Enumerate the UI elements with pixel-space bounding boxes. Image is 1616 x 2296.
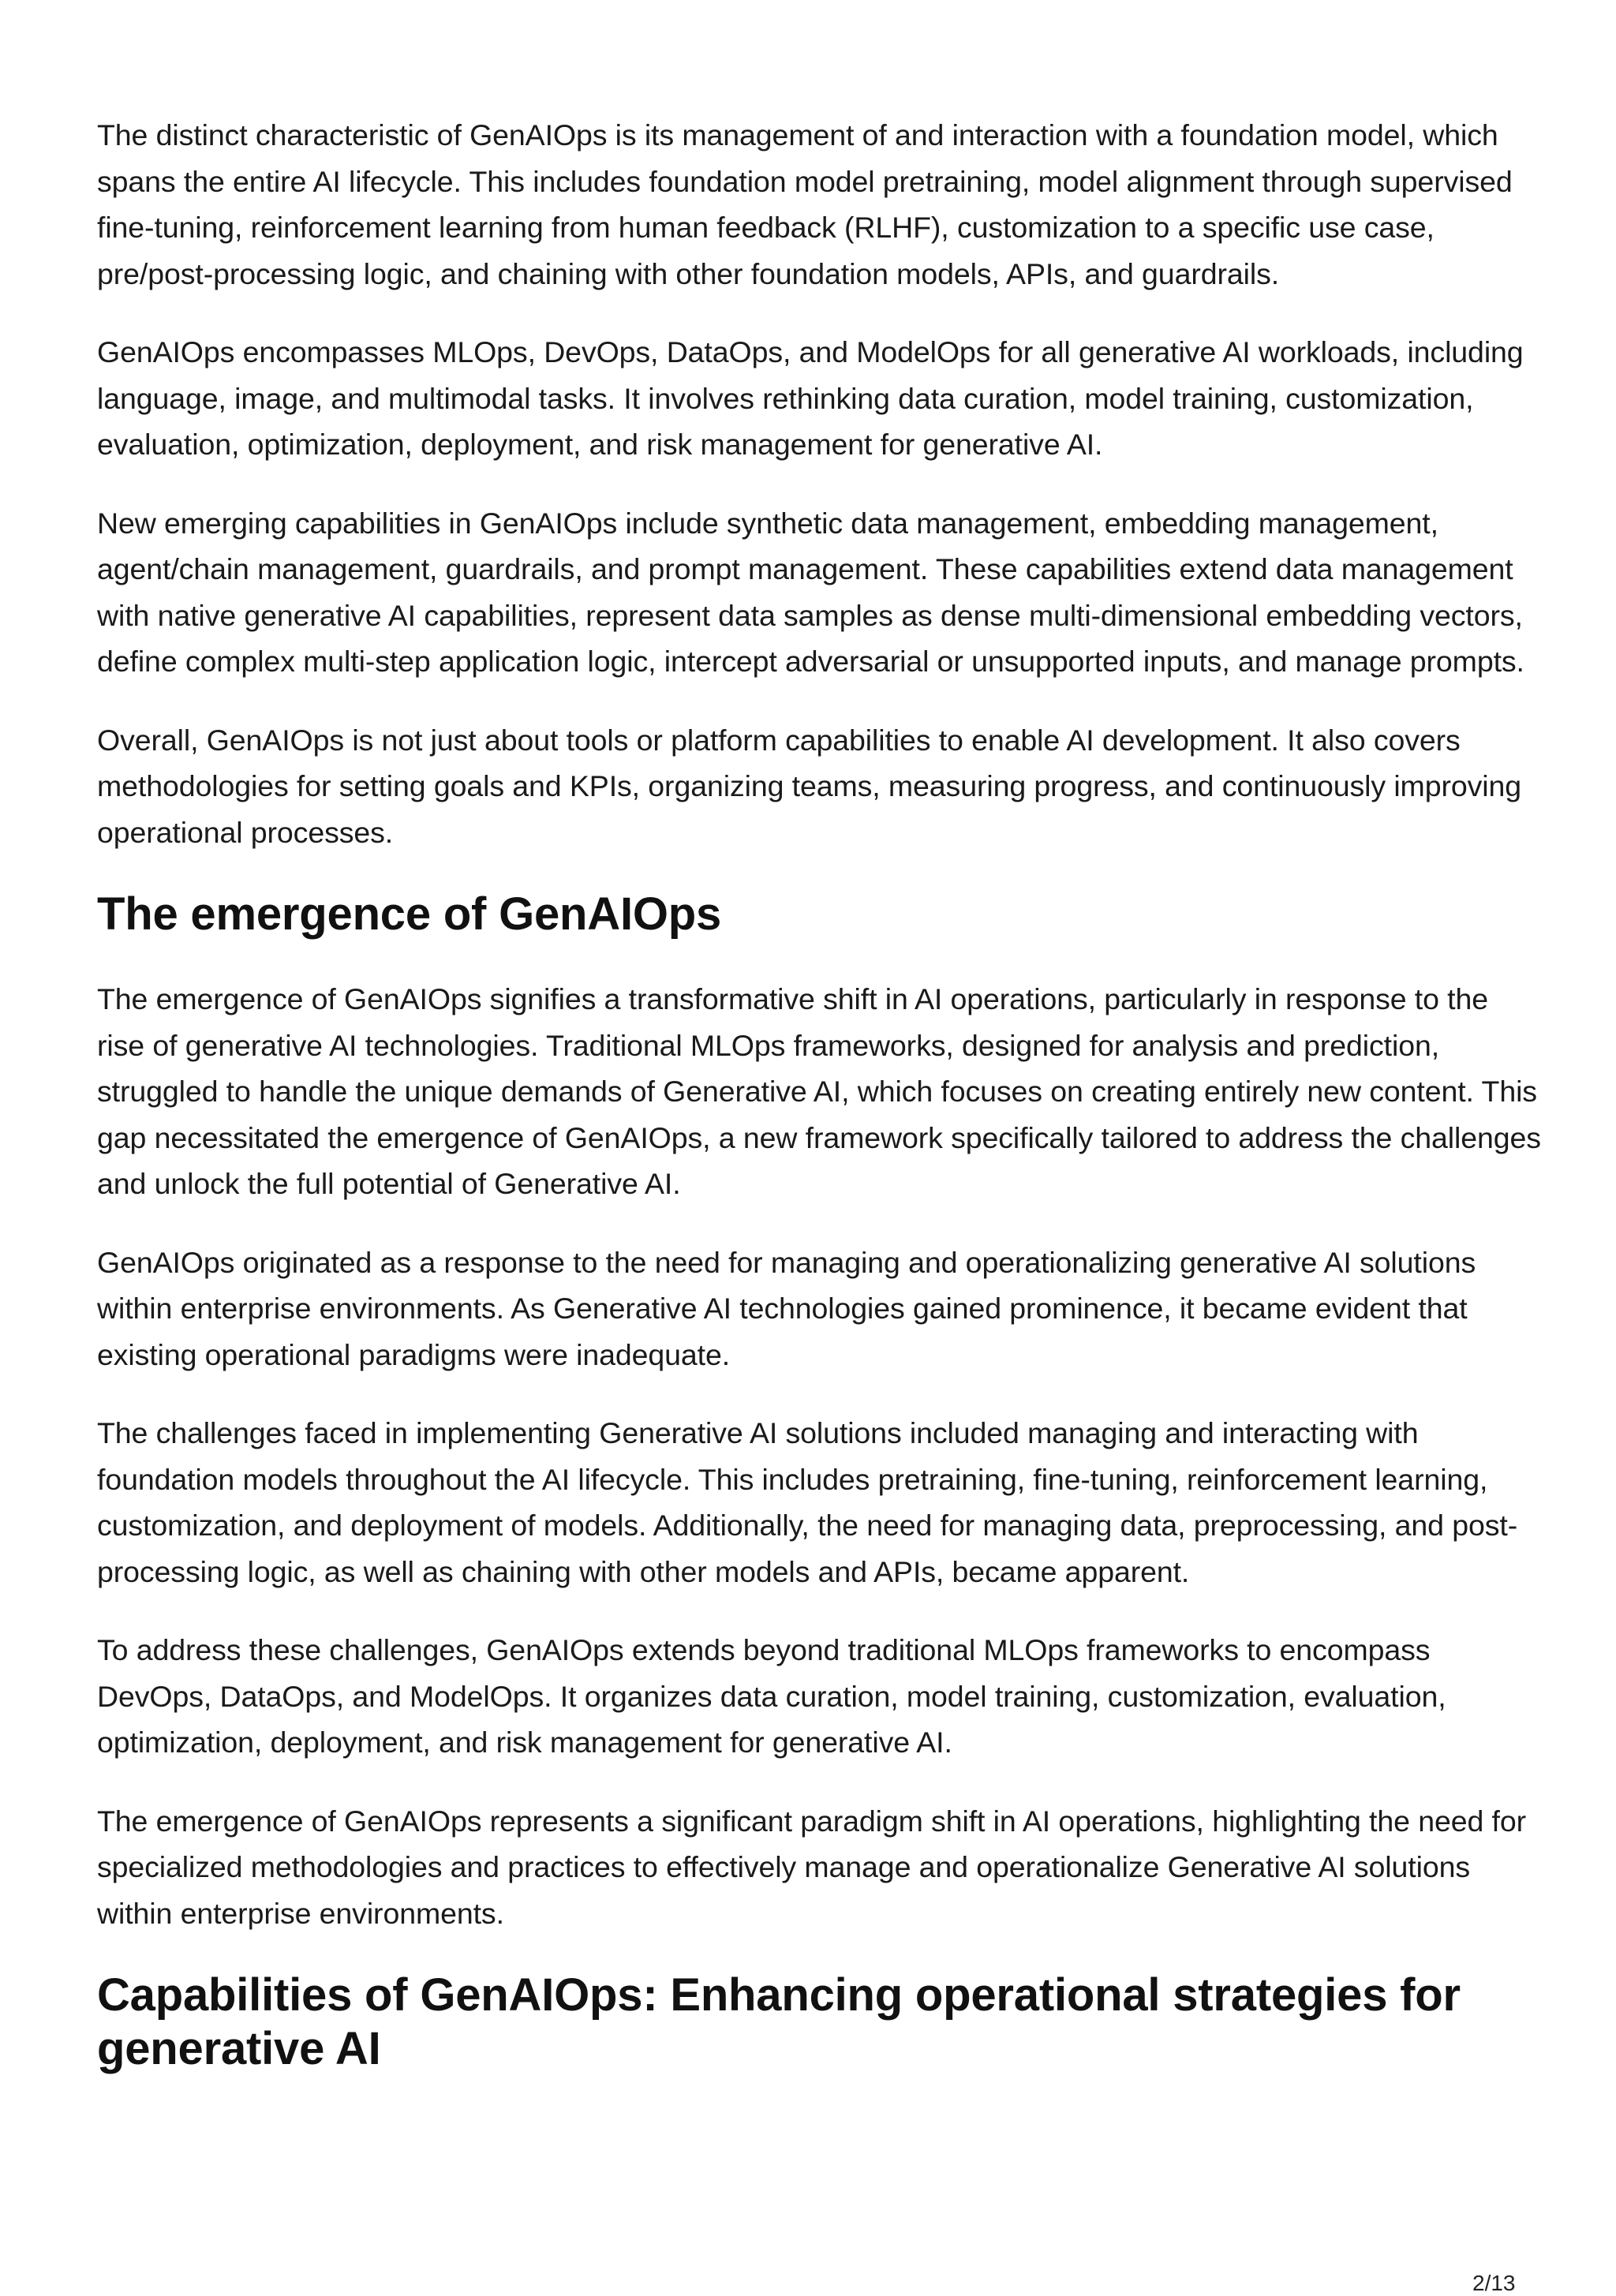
emergence-paragraph-3: The challenges faced in implementing Generative AI solutions included managing and interacting with foundation models throughout the AI lifecycle. This includes pretraining, fine-tuning, reinforcement learning, customization, and deployment of models. Additionally, the need for managing data, preprocessing, and post-processing logic, as well as chaining with other models and APIs, became apparent. — [97, 1416, 1518, 1588]
emergence-paragraph-4: To address these challenges, GenAIOps extends beyond traditional MLOps frameworks to encompass DevOps, DataOps, and ModelOps. It organizes data curation, model training, customization, evaluation, optimization, deployment, and risk management for generative AI. — [97, 1633, 1446, 1759]
page-content — [97, 112, 1541, 2111]
section-heading-emergence: The emergence of GenAIOps — [97, 888, 722, 940]
intro-paragraph-3: New emerging capabilities in GenAIOps include synthetic data management, embedding management, agent/chain management, guardrails, and prompt management. These capabilities extend data management with native generative AI capabilities, represent data samples as dense multi-dimensional embedding vectors, define complex multi-step application logic, intercept adversarial or unsupported inputs, and manage prompts. — [97, 506, 1524, 678]
emergence-paragraph-2: GenAIOps originated as a response to the need for managing and operationalizing generative AI solutions within enterprise environments. As Generative AI technologies gained prominence, it became evident that existing operational paradigms were inadequate. — [97, 1245, 1476, 1371]
emergence-paragraph-5: The emergence of GenAIOps represents a significant paradigm shift in AI operations, highlighting the need for specialized methodologies and practices to effectively manage and operationalize Generative AI solutions within enterprise environments. — [97, 1804, 1527, 1930]
section-heading-capabilities: Capabilities of GenAIOps: Enhancing operational strategies for generative AI — [97, 1969, 1461, 2074]
intro-paragraph-4: Overall, GenAIOps is not just about tools or platform capabilities to enable AI development. It also covers methodologies for setting goals and KPIs, organizing teams, measuring progress, and continuously improving operational processes. — [97, 723, 1521, 849]
page-number: 2/13 — [1472, 2271, 1516, 2295]
emergence-paragraph-1: The emergence of GenAIOps signifies a transformative shift in AI operations, particularly in response to the rise of generative AI technologies. Traditional MLOps frameworks, designed for analysis and prediction, struggled to handle the unique demands of Generative AI, which focuses on creating entirely new content. This gap necessitated the emergence of GenAIOps, a new framework specifically tailored to address the challenges and unlock the full potential of Generative AI. — [97, 982, 1541, 1200]
intro-paragraph-1: The distinct characteristic of GenAIOps is its management of and interaction with a foundation model, which spans the entire AI lifecycle. This includes foundation model pretraining, model alignment through supervised fine-tuning, reinforcement learning from human feedback (RLHF), customization to a specific use case, pre/post-processing logic, and chaining with other foundation models, APIs, and guardrails. — [97, 118, 1513, 290]
intro-paragraph-2: GenAIOps encompasses MLOps, DevOps, DataOps, and ModelOps for all generative AI workloads, including language, image, and multimodal tasks. It involves rethinking data curation, model training, customization, evaluation, optimization, deployment, and risk management for generative AI. — [97, 335, 1524, 461]
